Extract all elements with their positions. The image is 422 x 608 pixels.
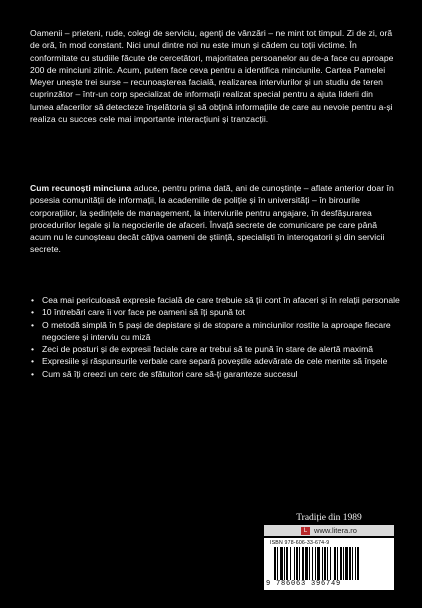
publisher-website: www.litera.ro <box>314 526 357 535</box>
barcode-icon <box>274 547 386 580</box>
intro-paragraph: Oamenii – prieteni, rude, colegi de serviciu, agenți de vânzări – ne mint tot timpul. Zi de zi, oră de oră, în mod constant. Nici unul dintre noi nu este imun și cădem cu toții victime. În conformitate cu studiile făcute de cercetători, majoritatea persoanelor au de-a face cu aproape 200 de minciuni zilnic. Acum, putem face ceva pentru a identifica minciunile. Cartea Pamelei Meyer unește trei surse – recunoașterea facială, realizarea interviurilor și un studiu de teren cuprinzător – într-un corp specializat de informații realizat special pentru a ajuta liderii din lumea afacerilor să detecteze înșelătoria și să obțină informațiile de care au nevoie pentru a-și realiza cu succes cele mai importante interacțiuni și tranzacții. <box>30 28 394 125</box>
publisher-tagline: Tradiție din 1989 <box>296 513 362 523</box>
list-item: • Zeci de posturi și de expresii faciale care ar trebui să te pună în stare de alertă maximă <box>30 343 400 355</box>
book-description-paragraph <box>30 182 396 256</box>
list-item: • Expresiile și răspunsurile verbale care separă poveștile adevărate de cele menite să înșele <box>30 355 400 367</box>
list-item: • 10 întrebări care îi vor face pe oameni să îți spună tot <box>30 306 400 318</box>
book-title-inline: Cum recunoști minciuna <box>30 183 132 193</box>
publisher-website-badge <box>264 525 394 536</box>
barcode-panel <box>264 538 394 590</box>
barcode-digits: 9 786063 396749 <box>266 580 342 588</box>
list-item: • Cum să îți creezi un cerc de sfătuitori care să-ți garanteze succesul <box>30 368 400 380</box>
isbn-text: ISBN 978-606-33-674-9 <box>270 540 330 546</box>
description-text: aduce, pentru prima dată, ani de cunoștințe – aflate anterior doar în posesia comunității de informații, la academiile de poliție și în universități – în birourile corporațiilor, la ședințele de management, la interviurile pentru angajare, în desfășurarea procedurilor legale și la negocierile de afaceri. Învață secrete de comunicare pe care până acum nu le cunoșteau decât câțiva oameni de știință, specialiști în interogatorii și din servicii secrete. <box>30 183 394 255</box>
publisher-logo-icon: L <box>301 527 310 535</box>
feature-list <box>30 294 400 380</box>
list-item: • Cea mai periculoasă expresie facială de care trebuie să ții cont în afaceri și în relații personale <box>30 294 400 306</box>
list-item: • O metodă simplă în 5 pași de depistare și de stopare a minciunilor rostite la aproape fiecare negociere și interviu cu miză <box>30 319 400 344</box>
